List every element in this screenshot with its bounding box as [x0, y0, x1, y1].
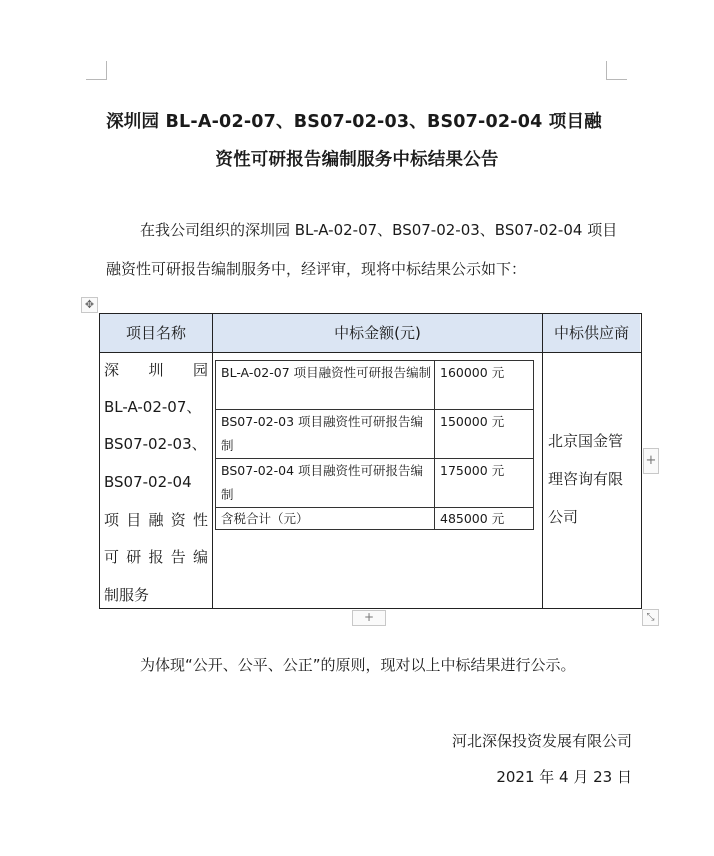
add-row-button[interactable] [352, 610, 386, 626]
table-border-right [641, 313, 642, 609]
page-corner-mark-top-right [606, 61, 627, 80]
amount-total-value: 485000 元 [440, 511, 505, 526]
closing-statement: 为体现“公开、公平、公正”的原则，现对以上中标结果进行公示。 [140, 656, 576, 674]
amount-total-row [216, 508, 533, 530]
table-border-left [99, 313, 100, 609]
plus-icon: + [645, 453, 657, 468]
amount-value: 160000 元 [440, 365, 505, 380]
project-name-line: 制服务 [104, 586, 150, 604]
table-move-handle[interactable] [81, 297, 98, 313]
table-border-bottom [99, 608, 642, 609]
supplier-line: 理咨询有限 [548, 470, 624, 488]
name-char: 目 [126, 511, 142, 529]
signature-date: 2021 年 4 月 23 日 [496, 768, 632, 786]
project-name-line: BS07-02-04 [104, 473, 192, 491]
project-name-line [104, 547, 208, 567]
amount-row [216, 410, 533, 459]
header-bid-amount: 中标金额(元) [334, 324, 421, 342]
amount-subtable [215, 360, 534, 530]
name-char: 融 [148, 511, 164, 529]
header-supplier: 中标供应商 [553, 324, 629, 342]
amount-item: BS07-02-03 项目融资性可研报告编制 [221, 414, 424, 453]
name-char: 圳 [148, 361, 164, 379]
intro-line-2: 融资性可研报告编制服务中，经评审，现将中标结果公示如下： [106, 260, 527, 278]
table-border-col1 [212, 313, 213, 609]
plus-icon: + [363, 610, 375, 624]
title-line-2: 资性可研报告编制服务中标结果公告 [215, 150, 499, 170]
project-name-line: BL-A-02-07、 [104, 398, 202, 416]
name-char: 性 [192, 511, 208, 529]
name-char: 深 [104, 361, 120, 379]
name-char: 可 [104, 548, 120, 566]
amount-row [216, 361, 533, 410]
amount-item: BS07-02-04 项目融资性可研报告编制 [221, 463, 424, 502]
project-name-line [104, 360, 208, 380]
name-char: 报 [148, 548, 164, 566]
name-char: 研 [126, 548, 142, 566]
amount-item: BL-A-02-07 项目融资性可研报告编制 [221, 365, 432, 380]
table-border-top [99, 313, 642, 314]
amount-row [216, 459, 533, 508]
name-char: 编 [192, 548, 208, 566]
signature-company: 河北深保投资发展有限公司 [451, 732, 632, 750]
intro-line-1: 在我公司组织的深圳园 BL-A-02-07、BS07-02-03、BS07-02-04 项目 [140, 221, 618, 239]
name-char: 资 [170, 511, 186, 529]
amount-value: 150000 元 [440, 414, 505, 429]
project-name-line: BS07-02-03、 [104, 435, 207, 453]
amount-total-label: 含税合计（元） [221, 511, 309, 526]
title-line-1: 深圳园 BL-A-02-07、BS07-02-03、BS07-02-04 项目融 [106, 112, 602, 132]
move-icon: ✥ [84, 298, 95, 311]
table-border-col2 [542, 313, 543, 609]
name-char: 告 [170, 548, 186, 566]
supplier-line: 公司 [548, 508, 579, 526]
add-column-button[interactable] [643, 448, 659, 474]
table-resize-handle[interactable] [642, 609, 659, 626]
page-corner-mark-top-left [86, 61, 107, 80]
supplier-line: 北京国金管 [548, 432, 624, 450]
name-char: 园 [192, 361, 208, 379]
project-name-line [104, 510, 208, 530]
amount-value: 175000 元 [440, 463, 505, 478]
header-project-name: 项目名称 [125, 324, 186, 342]
name-char: 项 [104, 511, 120, 529]
table-border-header [99, 352, 642, 353]
resize-icon: ⤡ [646, 612, 655, 623]
